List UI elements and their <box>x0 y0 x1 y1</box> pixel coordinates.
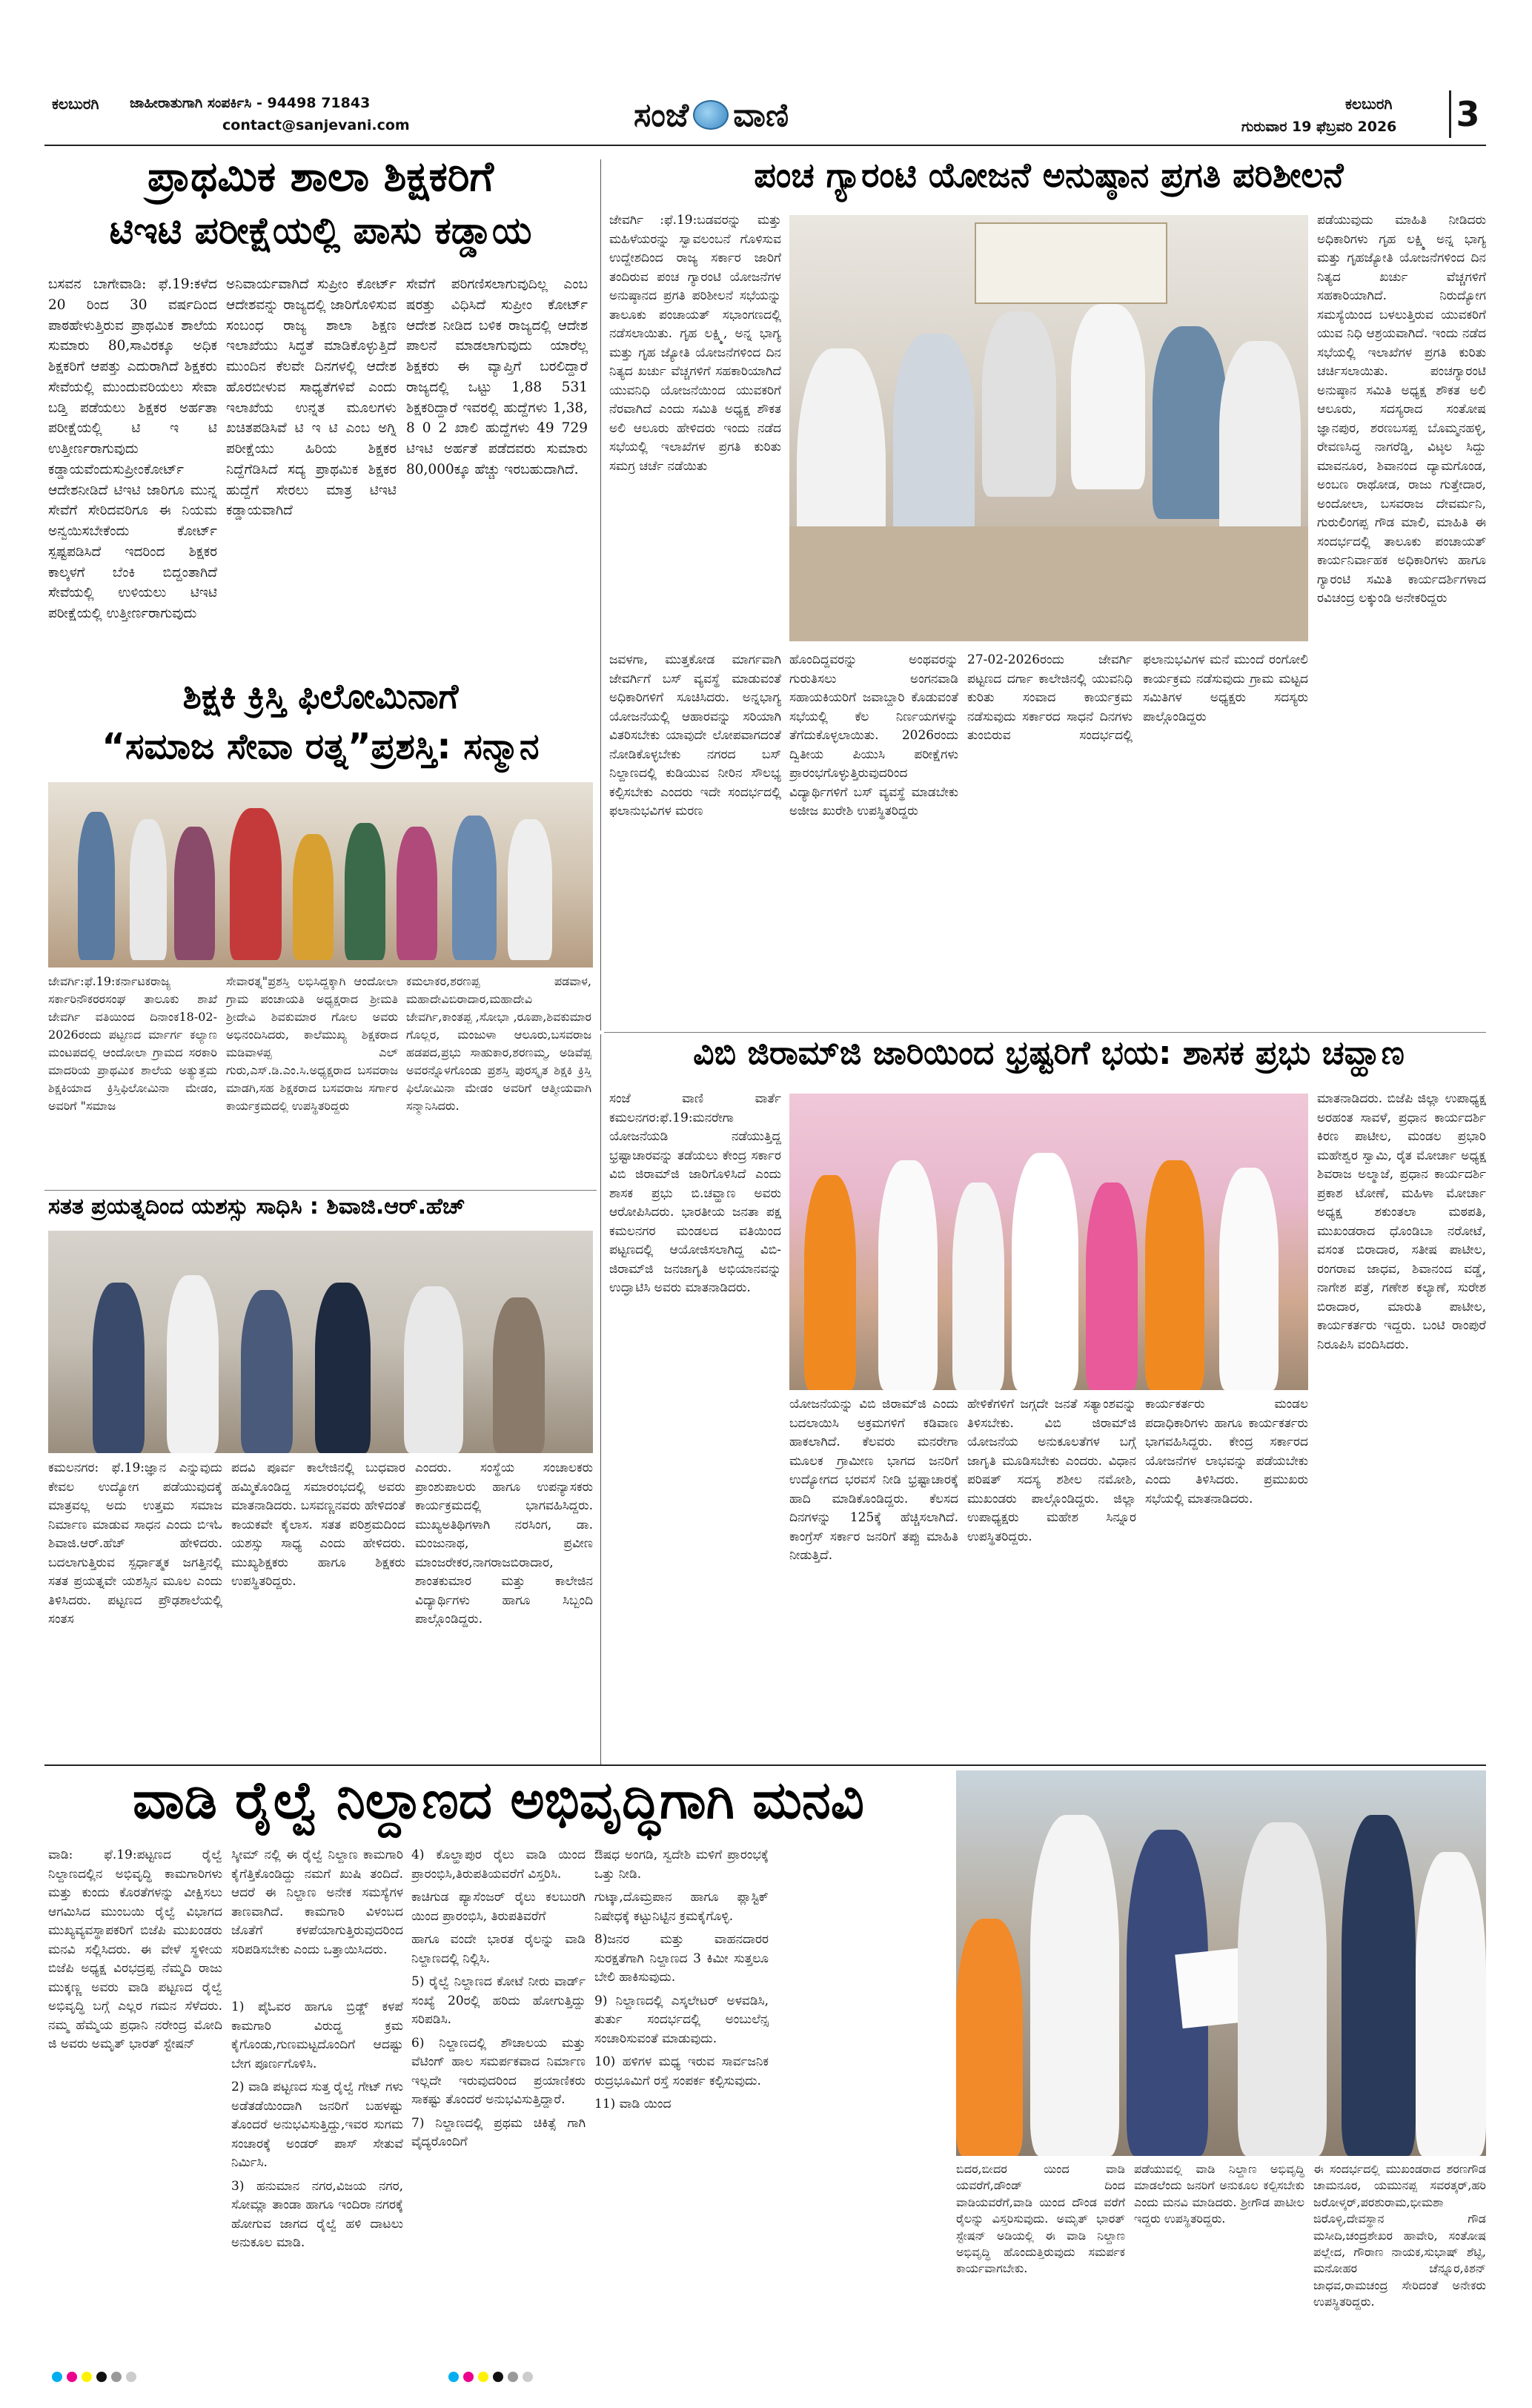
story3-col1: ಕಮಲನಗರ: ಫೆ.19:ಜ್ಞಾನ ಎನ್ನುವುದು ಕೇವಲ ಉದ್ಯೋಗ ಪಡೆಯುವುದಕ್ಕೆ ಮಾತ್ರವಲ್ಲ ಅದು ಉತ್ತಮ ಸಮಾಜ ನಿರ್ಮಾಣ ಮಾಡುವ ಸಾಧನ ಎಂದು ಬಿಇಓ ಶಿವಾಜಿ.ಆರ್.ಹೆಚ್ ಹೇಳಿದರು. ಬದಲಾಗುತ್ತಿರುವ ಸ್ಪರ್ಧಾತ್ಮಕ ಜಗತ್ತಿನಲ್ಲಿ ಸತತ ಪ್ರಯತ್ನವೇ ಯಶಸ್ಸಿನ ಮೂಲ ಎಂದು ತಿಳಿಸಿದರು. ಪಟ್ಟಣದ ಪ್ರೌಢಶಾಲೆಯಲ್ಲಿ ಸಂತಸ <box>48 1461 222 1627</box>
masthead-date: ಗುರುವಾರ 19 ಫೆಬ್ರವರಿ 2026 <box>1241 119 1397 135</box>
masthead-ad-info: ಜಾಹೀರಾತುಗಾಗಿ ಸಂಪರ್ಕಿಸಿ - 94498 71843 <box>130 95 371 111</box>
list-item: ಹಾಗೂ ವಂದೇ ಭಾರತ ರೈಲನ್ನು ವಾಡಿ ನಿಲ್ದಾಣದಲ್ಲಿ ನಿಲ್ಲಿಸಿ. <box>411 1932 586 1966</box>
list-item: 1) ಪೈಓವರ ಹಾಗೂ ಬ್ರಿಡ್ಜ್ ಕಳಪೆ ಕಾಮಗಾರಿ ವಿರುದ್ಧ ಕ್ರಮ ಕೈಗೊಂಡು,ಗುಣಮಟ್ಟದೊಂದಿಗೆ ಆದಷ್ಟು ಬೇಗ ಪೂರ್ಣಗೊಳಿಸಿ. <box>231 2000 403 2071</box>
masthead-logo <box>634 93 789 137</box>
vertical-divider-mid <box>600 1034 601 1764</box>
story4-col-mid2: ಹೊಂದಿದ್ದವರನ್ನು ಅಂಥವರನ್ನು ಗುರುತಿಸಲು ಅಂಗನವಾಡಿ ಸಹಾಯಕಿಯರಿಗೆ ಜವಾಬ್ದಾರಿ ಕೊಡುವಂತೆ ಸಭೆಯಲ್ಲಿ ಕೆಲ ನಿರ್ಣಯಗಳನ್ನು ತೆಗೆದುಕೊಳ್ಳಲಾಯಿತು. 2026ರಂದು ದ್ವಿತೀಯ ಪಿಯುಸಿ ಪರೀಕ್ಷೆಗಳು ಪ್ರಾರಂಭಗೊಳ್ಳುತ್ತಿರುವುದರಿಂದ ವಿದ್ಯಾರ್ಥಿಗಳಿಗೆ ಬಸ್ ವ್ಯವಸ್ಥೆ ಮಾಡಬೇಕು ಅಜೀಜ ಖುರೇಶಿ ಉಪಸ್ಥಿತರಿದ್ದರು <box>789 652 958 818</box>
list-item: 3) ಹನುಮಾನ ನಗರ,ವಿಜಯ ನಗರ, ಸೋಮ್ಲಾ ತಾಂಡಾ ಹಾಗೂ ಇಂದಿರಾ ನಗರಕ್ಕೆ ಹೋಗುವ ಜಾಗದ ರೈಲ್ವೆ ಹಳಿ ದಾಟಲು ಅನುಕೂಲ ಮಾಡಿ. <box>231 2178 403 2250</box>
story5-col-left: ಸಂಜೆ ವಾಣಿ ವಾರ್ತೆ ಕಮಲನಗರ:ಫೆ.19:ಮನರೇಗಾ ಯೋಜನೆಯಡಿ ನಡೆಯುತ್ತಿದ್ದ ಭ್ರಷ್ಟಾಚಾರವನ್ನು ತಡೆಯಲು ಕೇಂದ್ರ ಸರ್ಕಾರ ವಿಬಿ ಜಿರಾಮ್‌ಜಿ ಜಾರಿಗೊಳಿಸಿದೆ ಎಂದು ಶಾಸಕ ಪ್ರಭು ಬಿ.ಚವ್ಹಾಣ ಅವರು ಆರೋಪಿಸಿದರು. ಭಾರತೀಯ ಜನತಾ ಪಕ್ಷ ಕಮಲನಗರ ಮಂಡಲದ ವತಿಯಿಂದ ಪಟ್ಟಣದಲ್ಲಿ ಆಯೋಜಿಸಲಾಗಿದ್ದ ವಿಬಿ-ಜಿರಾಮ್‌ಜಿ ಜನಜಾಗೃತಿ ಅಭಿಯಾನವನ್ನು ಉದ್ಘಾಟಿಸಿ ಅವರು ಮಾತನಾಡಿದರು. <box>609 1091 781 1295</box>
story3-col3: ಎಂದರು. ಸಂಸ್ಥೆಯ ಸಂಚಾಲಕರು ಪ್ರಾಂಶುಪಾಲರು ಹಾಗೂ ಉಪನ್ಯಾಸಕರು ಕಾರ್ಯಕ್ರಮದಲ್ಲಿ ಭಾಗವಹಿಸಿದ್ದರು. ಮುಖ್ಯಅತಿಥಿಗಳಾಗಿ ನರಸಿಂಗ, ಡಾ. ಮಂಜುನಾಥ, ಪ್ರವೀಣ ಮಾಂಜರೇಕರ,ನಾಗರಾಜಬಿರಾದಾರ, ಶಾಂತಕುಮಾರ ಮತ್ತು ಕಾಲೇಜಿನ ವಿದ್ಯಾರ್ಥಿಗಳು ಹಾಗೂ ಸಿಬ್ಬಂದಿ ಪಾಲ್ಗೊಂಡಿದ್ದರು. <box>415 1461 593 1627</box>
list-item: 9) ನಿಲ್ದಾಣದಲ್ಲಿ ಎಸ್ಕಲೇಟರ್ ಅಳವಡಿಸಿ, ತುರ್ತು ಸಂದರ್ಭದಲ್ಲಿ ಅಂಬುಲೆನ್ಸ ಸಂಚಾರಿಸುವಂತೆ ಮಾಡುವುದು. <box>594 1993 769 2046</box>
story5-col-mid3: ಕಾರ್ಯಕರ್ತರು ಮಂಡಲ ಪದಾಧಿಕಾರಿಗಳು ಹಾಗೂ ಕಾರ್ಯಕರ್ತರು ಭಾಗವಹಿಸಿದ್ದರು. ಕೇಂದ್ರ ಸರ್ಕಾರದ ಯೋಜನೆಗಳ ಲಾಭವನ್ನು ಪಡೆಯಬೇಕು ಎಂದು ತಿಳಿಸಿದರು. ಪ್ರಮುಖರು ಸಭೆಯಲ್ಲಿ ಮಾತನಾಡಿದರು. <box>1145 1397 1308 1506</box>
story2-col3: ಕಮಲಾಕರ,ಶರಣಪ್ಪ ಪಡವಾಳ, ಮಹಾದೇವಿಬಿರಾದಾರ,ಮಹಾದೇವಿ ಜೇವರ್ಗಿ,ಕಾಂತಪ್ಪ ,ಸೋಭಾ ,ರೂಪಾ,ಶಿವಕುಮಾರ ಗೊಲ್ಲರ, ಮಂಜುಳಾ ಆಲೂರು,ಬಸವರಾಜ ಹಡಪದ,ಪ್ರಭು ಸಾಹುಕಾರ,ಶರಣಮ್ಮ, ಅಡಿವೆಪ್ಪ ಅವರನ್ನೊಳಗೊಂಡು ಪ್ರಶಸ್ತಿ ಪುರಸ್ಕೃತ ಶಿಕ್ಷಕಿ ಕ್ರಿಸ್ತಿ ಫಿಲೋಮಿನಾ ಮೇಡಂ ಅವರಿಗೆ ಆತ್ಮೀಯವಾಗಿ ಸನ್ಮಾನಿಸಿದರು. <box>406 974 591 1113</box>
story3-top-rule <box>44 1190 597 1191</box>
list-item: ಔಷಧ ಅಂಗಡಿ, ಸ್ವದೇಶಿ ಮಳಿಗೆ ಪ್ರಾರಂಭಕ್ಕೆ ಒತ್ತು ನೀಡಿ. <box>594 1848 769 1882</box>
masthead-right-city: ಕಲಬುರಗಿ <box>1345 95 1393 113</box>
list-item: ಕಾಚಿಗುಡ ಪ್ಯಾಸೆಂಜರ್ ರೈಲು ಕಲಬುರಗಿ ಯಿಂದ ಪ್ರಾರಂಭಿಸಿ, ತಿರುಪತಿವರೆಗೆ <box>411 1890 586 1924</box>
logo-word-right: ವಾಣಿ <box>733 96 789 134</box>
list-item: 11) ವಾಡಿ ಯಿಂದ <box>594 2097 672 2111</box>
story2-headline-2: “ಸಮಾಜ ಸೇವಾ ರತ್ನ”ಪ್ರಶಸ್ತಿ: ಸನ್ಮಾನ <box>102 726 540 767</box>
railway-photo-caption-left: ಬಿದರ,ಬೀದರ ಯಿಂದ ವಾಡಿ ಯವರೆಗೆ,ಡೌಂಡ್ ದಿಂದ ವಾಡಿಯವರೆಗೆ,ವಾಡಿ ಯಿಂದ ದೌಂಡ ವರೆಗೆ ರೈಲನ್ನು ವಿಸ್ತರಿಸುವುದು. ಅಮೃತ್ ಭಾರತ್ ಸ್ಟೇಷನ್ ಅಡಿಯಲ್ಲಿ ಈ ವಾಡಿ ನಿಲ್ದಾಣ ಅಭಿವೃದ್ಧಿ ಹೊಂದುತ್ತಿರುವುದು ಸಮರ್ಪಕ ಕಾರ್ಯವಾಗಬೇಕು. <box>956 2162 1125 2276</box>
story6-bullets-c <box>594 1846 769 2365</box>
masthead-rule <box>44 145 1486 146</box>
story6-bullets-a-cont <box>411 1846 586 2365</box>
railway-photo-caption-mid: ಪಡೆಯುವಲ್ಲಿ ವಾಡಿ ನಿಲ್ದಾಣ ಅಭಿವೃದ್ಧಿ ಮಾಡಲೆಂದು ಜನರಿಗೆ ಅನುಕೂಲ ಕಲ್ಪಿಸಬೇಕು ಎಂದು ಮನವಿ ಮಾಡಿದರು. ಶ್ರೀಗೌಡ ಪಾಟೀಲ ಇದ್ದರು ಉಪಸ್ಥಿತರಿದ್ದರು. <box>1134 2162 1304 2226</box>
story3-headline: ಸತತ ಪ್ರಯತ್ನದಿಂದ ಯಶಸ್ಸು ಸಾಧಿಸಿ : ಶಿವಾಜಿ.ಆರ್.ಹೆಚ್ <box>48 1194 465 1220</box>
list-item: ಗುಟ್ಕಾ,ದೊಮ್ರಪಾನ ಹಾಗೂ ಪ್ಲಾಸ್ಟಿಕ್ ನಿಷೇಧಕ್ಕೆ ಕಟ್ಟುನಿಟ್ಟಿನ ಕ್ರಮಕೈಗೊಳ್ಳಿ. <box>594 1890 769 1924</box>
railway-photo-caption-right: ಈ ಸಂದರ್ಭದಲ್ಲಿ ಮುಖಂಡರಾದ ಶರಣಗೌಡ ಚಾಮನೂರ, ಯಮುನಪ್ಪ ಸವರತ್ಕರ್,ಹರಿ ಜರೋಳ್ಕರ್,ಪರಶುರಾಮ,ಭೀಮಶಾ ಜಿರೊಳ್ಳಿ,ದೇವಸ್ಥಾನ ಗೌಡ ಮಸೀದಿ,ಚಂದ್ರಶೇಖರ ಹಾವೇರಿ, ಸಂತೋಷ ಪಲ್ಲೇದ, ಗೌರಾಣ ನಾಯಕ,ಸುಭಾಷ್ ಶೆಟ್ಟಿ, ಮನೋಹರ ಚೆನ್ನೂರ,ಕಿಶನ್ ಜಾಧವ,ರಾಮಚಂದ್ರ ಸೇರಿದಂತೆ ಅನೇಕರು ಉಪಸ್ಥಿತರಿದ್ದರು. <box>1313 2162 1486 2309</box>
story6-col2: ಸ್ಕೀಮ್ ನಲ್ಲಿ ಈ ರೈಲ್ವೆ ನಿಲ್ದಾಣ ಕಾಮಗಾರಿ ಕೈಗೆತ್ತಿಕೊಂಡಿದ್ದು ನಮಗೆ ಖುಷಿ ತಂದಿದೆ. ಆದರೆ ಈ ನಿಲ್ದಾಣ ಅನೇಕ ಸಮಸ್ಯೆಗಳ ತಾಣವಾಗಿದೆ. ಕಾಮಗಾರಿ ವಿಳಂಬದ ಜೊತೆಗೆ ಕಳಪೆಯಾಗುತ್ತಿರುವುದರಿಂದ ಸರಿಪಡಿಸಬೇಕು ಎಂದು ಒತ್ತಾಯಿಸಿದರು. <box>231 1848 403 1957</box>
list-item: 5) ರೈಲ್ವೆ ನಿಲ್ದಾಣದ ಕೋಟೆ ನೀರು ವಾರ್ಡ್ ಸಂಖ್ಯೆ 20ರಲ್ಲಿ ಹರಿದು ಹೋಗುತ್ತಿದ್ದು ಸರಿಪಡಿಸಿ. <box>411 1974 586 2027</box>
list-item: 2) ವಾಡಿ ಪಟ್ಟಣದ ಸುತ್ತ ರೈಲ್ವೆ ಗೇಟ್ ಗಳು ಅಡೆತಡೆಯಿಂದಾಗಿ ಜನರಿಗೆ ಬಹಳಷ್ಟು ತೊಂದರೆ ಅನುಭವಿಸುತ್ತಿದ್ದು,ಇವರ ಸುಗಮ ಸಂಚಾರಕ್ಕೆ ಅಂಡರ್ ಪಾಸ್ ಸೇತುವೆ ನಿರ್ಮಿಸಿ. <box>231 2080 403 2170</box>
story5-top-rule <box>604 1032 1486 1033</box>
vertical-divider-top <box>600 159 601 1031</box>
list-item: 7) ನಿಲ್ದಾಣದಲ್ಲಿ ಪ್ರಥಮ ಚಿಕಿತ್ಸೆ ಗಾಗಿ ವೈದ್ಯರೊಂದಿಗೆ <box>411 2115 586 2149</box>
story5-col-mid1: ಯೋಜನೆಯನ್ನು ವಿಬಿ ಜಿರಾಮ್‌ಜಿ ಎಂದು ಬದಲಾಯಿಸಿ ಅಕ್ರಮಗಳಿಗೆ ಕಡಿವಾಣ ಹಾಕಲಾಗಿದೆ. ಕೆಲವರು ಮನರೇಗಾ ಮೂಲಕ ಗ್ರಾಮೀಣ ಭಾಗದ ಜನರಿಗೆ ಉದ್ಯೋಗದ ಭರವಸೆ ನೀಡಿ ಭ್ರಷ್ಟಾಚಾರಕ್ಕೆ ಹಾದಿ ಮಾಡಿಕೊಂಡಿದ್ದರು. ಕೆಲಸದ ದಿನಗಳನ್ನು 125ಕ್ಕೆ ಹೆಚ್ಚಿಸಲಾಗಿದೆ. ಕಾಂಗ್ರೆಸ್ ಸರ್ಕಾರ ಜನರಿಗೆ ತಪ್ಪು ಮಾಹಿತಿ ನೀಡುತ್ತಿದೆ. <box>789 1397 958 1563</box>
story4-col-mid1: ಜವಳಗಾ, ಮುತ್ತಕೋಡ ಮಾರ್ಗವಾಗಿ ಜೇವರ್ಗಿಗೆ ಬಸ್ ವ್ಯವಸ್ಥೆ ಮಾಡುವಂತೆ ಅಧಿಕಾರಿಗಳಿಗೆ ಸೂಚಿಸಿದರು. ಅನ್ನಭಾಗ್ಯ ಯೋಜನೆಯಲ್ಲಿ ಆಹಾರವನ್ನು ಸರಿಯಾಗಿ ವಿತರಿಸಬೇಕು ಯಾವುದೇ ಲೋಪವಾಗದಂತೆ ನೋಡಿಕೊಳ್ಳಬೇಕು ನಗರದ ಬಸ್ ನಿಲ್ದಾಣದಲ್ಲಿ ಕುಡಿಯುವ ನೀರಿನ ಸೌಲಭ್ಯ ಕಲ್ಪಿಸಬೇಕು ಎಂದರು ಇದೇ ಸಂದರ್ಭದಲ್ಲಿ ಫಲಾನುಭವಿಗಳ ಮರಣ <box>609 652 781 818</box>
page-number: 3 <box>1449 90 1485 138</box>
list-item: 8)ಜನರ ಮತ್ತು ವಾಹನದಾರರ ಸುರಕ್ಷತೆಗಾಗಿ ನಿಲ್ದಾಣದ 3 ಕಿಮೀ ಸುತ್ತಲೂ ಬೇಲಿ ಹಾಕಿಸುವುದು. <box>594 1932 769 1985</box>
section-rule-bottom <box>44 1764 1486 1766</box>
railway-meeting-photo <box>956 1770 1486 2156</box>
story2-headline-1: ಶಿಕ್ಷಕಿ ಕ್ರಿಸ್ತಿ ಫಿಲೋಮಿನಾಗೆ <box>182 676 459 716</box>
globe-icon <box>693 100 729 130</box>
story2-col1: ಜೇವರ್ಗಿ:ಫೆ.19:ಕರ್ನಾಟಕರಾಜ್ಯ ಸರ್ಕಾರಿನೌಕರರಸಂಘ ತಾಲೂಕು ಶಾಖೆ ಜೇವರ್ಗಿ ವತಿಯಿಂದ ದಿನಾಂಕ18-02-2026ರಂದು ಪಟ್ಟಣದ ರ್ಮಾರ್ಗ ಕಲ್ಯಾಣ ಮಂಟಪದಲ್ಲಿ ಆಂದೋಲಾ ಗ್ರಾಮದ ಸರಕಾರಿ ಮಾದರಿಯ ಪ್ರಾಥಮಿಕ ಶಾಲೆಯ ಅತ್ಯುತ್ತಮ ಶಿಕ್ಷಕಿಯಾದ ಕ್ರಿಸ್ತಿಫಿಲೋಮಿನಾ ಮೇಡಂ, ಅವರಿಗೆ "ಸಮಾಜ <box>48 974 217 1113</box>
list-item: 6) ನಿಲ್ದಾಣದಲ್ಲಿ ಶೌಚಾಲಯ ಮತ್ತು ವೆಟಿಂಗ್ ಹಾಲ ಸಮರ್ಪಕವಾದ ನಿರ್ಮಾಣ ಇಲ್ಲದೇ ಇರುವುದರಿಂದ ಪ್ರಯಾಣಿಕರು ಸಾಕಷ್ಟು ತೊಂದರೆ ಅನುಭವಿಸುತ್ತಿದ್ದಾರೆ. <box>411 2035 586 2107</box>
meeting-photo <box>789 215 1308 641</box>
story1-col3: ಸೇವೆಗೆ ಪರಿಗಣಿಸಲಾಗುವುದಿಲ್ಲ ಎಂಬ ಷರತ್ತು ವಿಧಿಸಿದೆ ಸುಪ್ರೀಂ ಕೋರ್ಟ್ ಆದೇಶ ನೀಡಿದ ಬಳಿಕ ರಾಜ್ಯದಲ್ಲಿ ಆದೇಶ ಪಾಲನೆ ಮಾಡಲಾಗುವುದು ಯಾರೆಲ್ಲ ಶಿಕ್ಷಕರು ಈ ವ್ಯಾಪ್ತಿಗೆ ಬರಲಿದ್ದಾರೆ ರಾಜ್ಯದಲ್ಲಿ ಒಟ್ಟು 1,88 531 ಶಿಕ್ಷಕರಿದ್ದಾರೆ ಇವರಲ್ಲಿ ಹುದ್ದೆಗಳು 1,38, 8 0 2 ಖಾಲಿ ಹುದ್ದೆಗಳು 49 729 ಟಿಇಟಿ ಅರ್ಹತೆ ಪಡೆದವರು ಸುಮಾರು 80,000ಕ್ಕೂ ಹೆಚ್ಚು ಇರಬಹುದಾಗಿದೆ. <box>406 277 588 477</box>
masthead-left-city: ಕಲಬುರಗಿ <box>52 95 99 113</box>
bjp-event-photo <box>789 1094 1308 1390</box>
story3-col2: ಪದವಿ ಪೂರ್ವ ಕಾಲೇಜಿನಲ್ಲಿ ಬುಧವಾರ ಹಮ್ಮಿಕೊಂಡಿದ್ದ ಸಮಾರಂಭದಲ್ಲಿ ಅವರು ಮಾತನಾಡಿದರು. ಬಸವಣ್ಣನವರು ಹೇಳಿದಂತೆ ಕಾಯಕವೇ ಕೈಲಾಸ. ಸತತ ಪರಿಶ್ರಮದಿಂದ ಯಶಸ್ಸು ಸಾಧ್ಯ ಎಂದು ಹೇಳಿದರು. ಮುಖ್ಯಶಿಕ್ಷಕರು ಹಾಗೂ ಶಿಕ್ಷಕರು ಉಪಸ್ಥಿತರಿದ್ದರು. <box>231 1461 405 1589</box>
story5-headline: ವಿಬಿ ಜಿರಾಮ್‌ಜಿ ಜಾರಿಯಿಂದ ಭ್ರಷ್ಟರಿಗೆ ಭಯ: ಶಾಸಕ ಪ್ರಭು ಚವ್ಹಾಣ <box>693 1034 1405 1072</box>
story1-col1: ಬಸವನ ಬಾಗೇವಾಡಿ: ಫೆ.19:ಕಳೆದ 20 ರಿಂದ 30 ವರ್ಷದಿಂದ ಪಾಠಹೇಳುತ್ತಿರುವ ಪ್ರಾಥಮಿಕ ಶಾಲೆಯ ಸುಮಾರು 80,ಸಾವಿರಕ್ಕೂ ಅಧಿಕ ಶಿಕ್ಷಕರಿಗೆ ಆಪತ್ತು ಎದುರಾಗಿದೆ ಶಿಕ್ಷಕರು ಸೇವೆಯಲ್ಲಿ ಮುಂದುವರಿಯಲು ಸೇವಾ ಬಡ್ತಿ ಪಡೆಯಲು ಶಿಕ್ಷಕರ ಅರ್ಹತಾ ಪರೀಕ್ಷೆಯಲ್ಲಿ ಟಿ ಇ ಟಿ ಉತ್ತೀರ್ಣರಾಗುವುದು ಕಡ್ಡಾಯವೆಂದುಸುಪ್ರೀಂಕೋರ್ಟ್ ಆದೇಶನೀಡಿದೆ ಟಿಇಟಿ ಜಾರಿಗೂ ಮುನ್ನ ಸೇವೆಗೆ ಸೇರಿದವರಿಗೂ ಈ ನಿಯಮ ಅನ್ವಯಿಸಬೇಕೆಂದು ಕೋರ್ಟ್ ಸ್ಪಷ್ಟಪಡಿಸಿದೆ ಇದರಿಂದ ಶಿಕ್ಷಕರ ಕಾಲ್ಕಳಗೆ ಬೆಂಕಿ ಬಿದ್ದಂತಾಗಿದೆ ಸೇವೆಯಲ್ಲಿ ಉಳಿಯಲು ಟಿಇಟಿ ಪರೀಕ್ಷೆಯಲ್ಲಿ ಉತ್ತೀರ್ಣರಾಗುವುದು <box>48 277 217 621</box>
story5-col-right: ಮಾತನಾಡಿದರು. ಬಿಜೆಪಿ ಜಿಲ್ಲಾ ಉಪಾಧ್ಯಕ್ಷ ಅರಹಂತ ಸಾವಳೆ, ಪ್ರಧಾನ ಕಾರ್ಯದರ್ಶಿ ಕಿರಣ ಪಾಟೀಲ, ಮಂಡಲ ಪ್ರಭಾರಿ ಮಹೇಶ್ವರ ಸ್ವಾಮಿ, ರೈತ ಮೋರ್ಚಾ ಅಧ್ಯಕ್ಷ ಶಿವರಾಜ ಅಲ್ಮಾಜೆ, ಪ್ರಧಾನ ಕಾರ್ಯದರ್ಶಿ ಪ್ರಕಾಶ ಟೋಣೆ, ಮಹಿಳಾ ಮೋರ್ಚಾ ಅಧ್ಯಕ್ಷ ಶಕುಂತಲಾ ಮಠಪತಿ, ಮುಖಂಡರಾದ ಧೊಂಡಿಬಾ ನರೋಟೆ, ವಸಂತ ಬಿರಾದಾರ, ಸತೀಷ ಪಾಟೀಲ, ರಂಗರಾವ ಜಾಧವ, ಶಿವಾನಂದ ವಡ್ಡೆ, ನಾಗೇಶ ಪತ್ರೆ, ಗಣೇಶ ಕಲ್ಯಾಣೆ, ಸುರೇಶ ಬಿರಾದಾರ, ಮಾರುತಿ ಪಾಟೀಲ, ಕಾರ್ಯಕರ್ತರು ಇದ್ದರು. ಬಂಟಿ ರಾಂಪುರೆ ನಿರೂಪಿಸಿ ವಂದಿಸಿದರು. <box>1317 1091 1486 1352</box>
registration-marks-left <box>52 2369 141 2383</box>
story5-col-mid2: ಹೇಳಿಕೆಗಳಿಗೆ ಜಗ್ಗದೇ ಜನತೆ ಸತ್ಯಾಂಶವನ್ನು ತಿಳಿಸಬೇಕು. ವಿಬಿ ಜಿರಾಮ್‌ಜಿ ಯೋಜನೆಯ ಅನುಕೂಲತೆಗಳ ಬಗ್ಗೆ ಜಾಗೃತಿ ಮೂಡಿಸಬೇಕು ಎಂದರು. ವಿಧಾನ ಪರಿಷತ್ ಸದಸ್ಯ ಶಶೀಲ ನಮೋಶಿ, ಮುಖಂಡರು ಪಾಲ್ಗೊಂಡಿದ್ದರು. ಜಿಲ್ಲಾ ಉಪಾಧ್ಯಕ್ಷರು ಮಹೇಶ ಸಿನ್ನೂರ ಉಪಸ್ಥಿತರಿದ್ದರು. <box>967 1397 1136 1544</box>
story4-col-right: ಪಡೆಯುವುದು ಮಾಹಿತಿ ನೀಡಿದರು ಅಧಿಕಾರಿಗಳು ಗೃಹ ಲಕ್ಷ್ಮಿ ಅನ್ನ ಭಾಗ್ಯ ಮತ್ತು ಗೃಹಜ್ಯೋತಿ ಯೋಜನೆಗಳಿಂದ ದಿನ ನಿತ್ಯದ ಖರ್ಚು ವೆಚ್ಚಗಳಿಗೆ ಸಹಕಾರಿಯಾಗಿದೆ. ನಿರುದ್ಯೋಗ ಸಮಸ್ಯೆಯಿಂದ ಬಳಲುತ್ತಿರುವ ಯುವಕರಿಗೆ ಯುವ ನಿಧಿ ಆಶ್ರಯವಾಗಿದೆ. ಇಂದು ನಡೆದ ಸಭೆಯಲ್ಲಿ ಇಲಾಖೆಗಳ ಪ್ರಗತಿ ಕುರಿತು ಚರ್ಚಿಸಲಾಯಿತು. ಪಂಚಗ್ಯಾರಂಟಿ ಅನುಷ್ಠಾನ ಸಮಿತಿ ಅಧ್ಯಕ್ಷ ಶೌಕತ ಅಲಿ ಆಲೂರು, ಸದಸ್ಯರಾದ ಸಂತೋಷ ಜ್ಞಾನಪುರ, ಶರಣಬಸಪ್ಪ ಬೊಮ್ಮನಹಳ್ಳಿ, ರೇವಣಸಿದ್ಧ ನಾಗರೆಡ್ಡಿ, ವಿಟ್ಠಲ ಸಿದ್ದು ಮಾವನೂರ, ಶಿವಾನಂದ ದ್ಯಾಮಗೊಂಡ, ಅಂಬಣ ರಾಥೋಡ, ರಾಜು ಗುತ್ತೇದಾರ, ಅಂದೋಲಾ, ಬಸವರಾಜ ದೇವರ್ಮನಿ, ಗುರುಲಿಂಗಪ್ಪ ಗೌಡ ಮಾಲಿ, ಮಾಹಿತಿ ಈ ಸಂದರ್ಭದಲ್ಲಿ ತಾಲೂಕು ಪಂಚಾಯತ್ ಕಾರ್ಯನಿರ್ವಾಹಕ ಅಧಿಕಾರಿಗಳು ಹಾಗೂ ಗ್ಯಾರಂಟಿ ಸಮಿತಿ ಕಾರ್ಯದರ್ಶಿಗಳಾದ ರವಿಚಂದ್ರ ಲಕ್ಕುಂಡಿ ಅನೇಕರಿದ್ದರು <box>1317 213 1486 606</box>
list-item: 10) ಹಳಿಗಳ ಮಧ್ಯ ಇರುವ ಸಾರ್ವಜನಿಕ ರುದ್ರಭೂಮಿಗೆ ರಸ್ತೆ ಸಂಪರ್ಕ ಕಲ್ಪಿಸುವುದು. <box>594 2054 769 2088</box>
story2-col2: ಸೇವಾರತ್ನ"ಪ್ರಶಸ್ತಿ ಲಭಿಸಿದ್ದಕ್ಕಾಗಿ ಆಂದೋಲಾ ಗ್ರಾಮ ಪಂಚಾಯತಿ ಅಧ್ಯಕ್ಷರಾದ ಶ್ರೀಮತಿ ಶ್ರೀದೇವಿ ಶಿವಕುಮಾರ ಗೋಲ ಅವರು ಅಭಿನಂದಿಸಿದರು, ಕಾಲೆಮುಖ್ಯ ಶಿಕ್ಷಕರಾದ ಮಡಿವಾಳಪ್ಪ ಎಲ್ ಗುರು,ಎಸ್.ಡಿ.ಎಂ.ಸಿ.ಅಧ್ಯಕ್ಷರಾದ ಬಸವರಾಜ ಮಾಡಗಿ,ಸಹ ಶಿಕ್ಷಕರಾದ ಬಸವರಾಜ ಸರ್ಗಾರ ಕಾರ್ಯಕ್ರಮದಲ್ಲಿ ಉಪಸ್ಥಿತರಿದ್ದರು <box>226 974 398 1113</box>
list-item: 4) ಕೊಲ್ಹಾಪುರ ರೈಲು ವಾಡಿ ಯಿಂದ ಪ್ರಾರಂಭಿಸಿ,ತಿರುಪತಿಯವರೆಗೆ ವಿಸ್ತರಿಸಿ. <box>411 1848 586 1882</box>
story4-col-mid3: 27-02-2026ರಂದು ಜೇವರ್ಗಿ ಪಟ್ಟಣದ ದರ್ಗಾ ಕಾಲೇಜಿನಲ್ಲಿ ಯುವನಿಧಿ ಕುರಿತು ಸಂವಾದ ಕಾರ್ಯಕ್ರಮ ನಡೆಸುವುದು ಸರ್ಕಾರದ ಸಾಧನೆ ದಿನಗಳು ತುಂಬಿರುವ ಸಂದರ್ಭದಲ್ಲಿ ಫಲಾನುಭವಿಗಳ ಮನೆ ಮುಂದೆ ರಂಗೋಲಿ ಕಾರ್ಯಕ್ರಮ ನಡೆಸುವುದು ಗ್ರಾಮ ಮಟ್ಟದ ಸಮಿತಿಗಳ ಅಧ್ಯಕ್ಷರು ಸದಸ್ಯರು ಪಾಲ್ಗೊಂಡಿದ್ದರು <box>967 652 1308 743</box>
story4-col-left: ಜೇವರ್ಗಿ :ಫೆ.19:ಬಡವರನ್ನು ಮತ್ತು ಮಹಿಳೆಯರನ್ನು ಸ್ವಾವಲಂಬನೆ ಗೊಳಿಸುವ ಉದ್ದೇಶದಿಂದ ರಾಜ್ಯ ಸರ್ಕಾರ ಜಾರಿಗೆ ತಂದಿರುವ ಪಂಚ ಗ್ಯಾರಂಟಿ ಯೋಜನೆಗಳ ಅನುಷ್ಠಾನದ ಪ್ರಗತಿ ಪರಿಶೀಲನೆ ಸಭೆಯನ್ನು ತಾಲೂಕು ಪಂಚಾಯತ್ ಸಭಾಂಗಣದಲ್ಲಿ ನಡೆಸಲಾಯಿತು. ಗೃಹ ಲಕ್ಷ್ಮಿ, ಅನ್ನ ಭಾಗ್ಯ ಮತ್ತು ಗೃಹ ಜ್ಯೋತಿ ಯೋಜನೆಗಳಿಂದ ದಿನ ನಿತ್ಯದ ಖರ್ಚು ವೆಚ್ಚಗಳಿಗೆ ಸಹಕಾರಿಯಾಗಿದೆ ಯುವನಿಧಿ ಯೋಜನೆಯಿಂದ ಯುವಕರಿಗೆ ನೆರವಾಗಿದೆ ಎಂದು ಸಮಿತಿ ಅಧ್ಯಕ್ಷ ಶೌಕತ ಅಲಿ ಆಲೂರು ಹೇಳಿದರು ಇಂದು ನಡೆದ ಸಭೆಯಲ್ಲಿ ಇಲಾಖೆಗಳ ಪ್ರಗತಿ ಕುರಿತು ಸಮಗ್ರ ಚರ್ಚೆ ನಡೆಯಿತು <box>609 213 781 474</box>
story6-headline: ವಾಡಿ ರೈಲ್ವೆ ನಿಲ್ದಾಣದ ಅಭಿವೃದ್ಧಿಗಾಗಿ ಮನವಿ <box>133 1770 864 1830</box>
registration-marks-center <box>448 2369 537 2383</box>
story4-headline: ಪಂಚ ಗ್ಯಾರಂಟಿ ಯೋಜನೆ ಅನುಷ್ಠಾನ ಪ್ರಗತಿ ಪರಿಶೀಲನೆ <box>754 155 1344 195</box>
masthead <box>0 0 1532 152</box>
school-event-photo <box>48 1231 593 1453</box>
logo-word-left: ಸಂಜೆ <box>634 96 689 134</box>
story6-col1: ವಾಡಿ: ಫೆ.19:ಪಟ್ಟಣದ ರೈಲ್ವೆ ನಿಲ್ದಾಣದಲ್ಲಿನ ಅಭಿವೃದ್ಧಿ ಕಾಮಗಾರಿಗಳು ಮತ್ತು ಕುಂದು ಕೊರತೆಗಳನ್ನು ವೀಕ್ಷಿಸಲು ಆಗಮಿಸಿದ ಮುಂಬಯಿ ರೈಲ್ವೆ ವಿಭಾಗದ ಮುಖ್ಯವ್ಯವಸ್ಥಾಪಕರಿಗೆ ಬಿಜೆಪಿ ಮುಖಂಡರು ಮನವಿ ಸಲ್ಲಿಸಿದರು. ಈ ವೇಳೆ ಸ್ಥಳೀಯ ಬಿಜೆಪಿ ಅಧ್ಯಕ್ಷ ವಿರಭದ್ರಪ್ಪ ನೆಮ್ಮದಿ ರಾಜು ಮುಕ್ಕಣ್ಣ ಅವರು ವಾಡಿ ಪಟ್ಟಣದ ರೈಲ್ವೆ ಅಭಿವೃದ್ಧಿ ಬಗ್ಗೆ ಎಲ್ಲರ ಗಮನ ಸೆಳೆದರು. ನಮ್ಮ ಹೆಮ್ಮೆಯ ಪ್ರಧಾನಿ ನರೇಂದ್ರ ಮೋದಿ ಜಿ ಅವರು ಅಮೃತ್ ಭಾರತ್ ಸ್ಟೇಷನ್ <box>48 1848 222 2051</box>
story1-headline-2: ಟಿಇಟಿ ಪರೀಕ್ಷೆಯಲ್ಲಿ ಪಾಸು ಕಡ್ಡಾಯ <box>109 209 532 252</box>
masthead-email: contact@sanjevani.com <box>222 117 410 133</box>
story1-col2: ಅನಿವಾರ್ಯವಾಗಿದೆ ಸುಪ್ರೀಂ ಕೋರ್ಟ್ ಆದೇಶವನ್ನು ರಾಜ್ಯದಲ್ಲಿ ಜಾರಿಗೊಳಿಸುವ ಸಂಬಂಧ ರಾಜ್ಯ ಶಾಲಾ ಶಿಕ್ಷಣ ಇಲಾಖೆಯು ಸಿದ್ಧತೆ ಮಾಡಿಕೊಳ್ಳುತ್ತಿದೆ ಮುಂದಿನ ಕೆಲವೇ ದಿನಗಳಲ್ಲಿ ಆದೇಶ ಹೊರಬೀಳುವ ಸಾಧ್ಯತೆಗಳಿವೆ ಎಂದು ಇಲಾಖೆಯ ಉನ್ನತ ಮೂಲಗಳು ಖಚಿತಪಡಿಸಿವೆ ಟಿ ಇ ಟಿ ಎಂಬ ಅಗ್ನಿ ಪರೀಕ್ಷೆಯು ಹಿರಿಯ ಶಿಕ್ಷಕರ ನಿದ್ದೆಗೆಡಿಸಿದೆ ಸದ್ಯ ಪ್ರಾಥಮಿಕ ಶಿಕ್ಷಕರ ಹುದ್ದೆಗೆ ಸೇರಲು ಮಾತ್ರ ಟಿಇಟಿ ಕಡ್ಡಾಯವಾಗಿದೆ <box>226 277 397 519</box>
award-ceremony-photo <box>48 782 593 968</box>
story1-headline-1: ಪ್ರಾಥಮಿಕ ಶಾಲಾ ಶಿಕ್ಷಕರಿಗೆ <box>147 153 494 201</box>
story6-bullets-a <box>231 1998 403 2365</box>
